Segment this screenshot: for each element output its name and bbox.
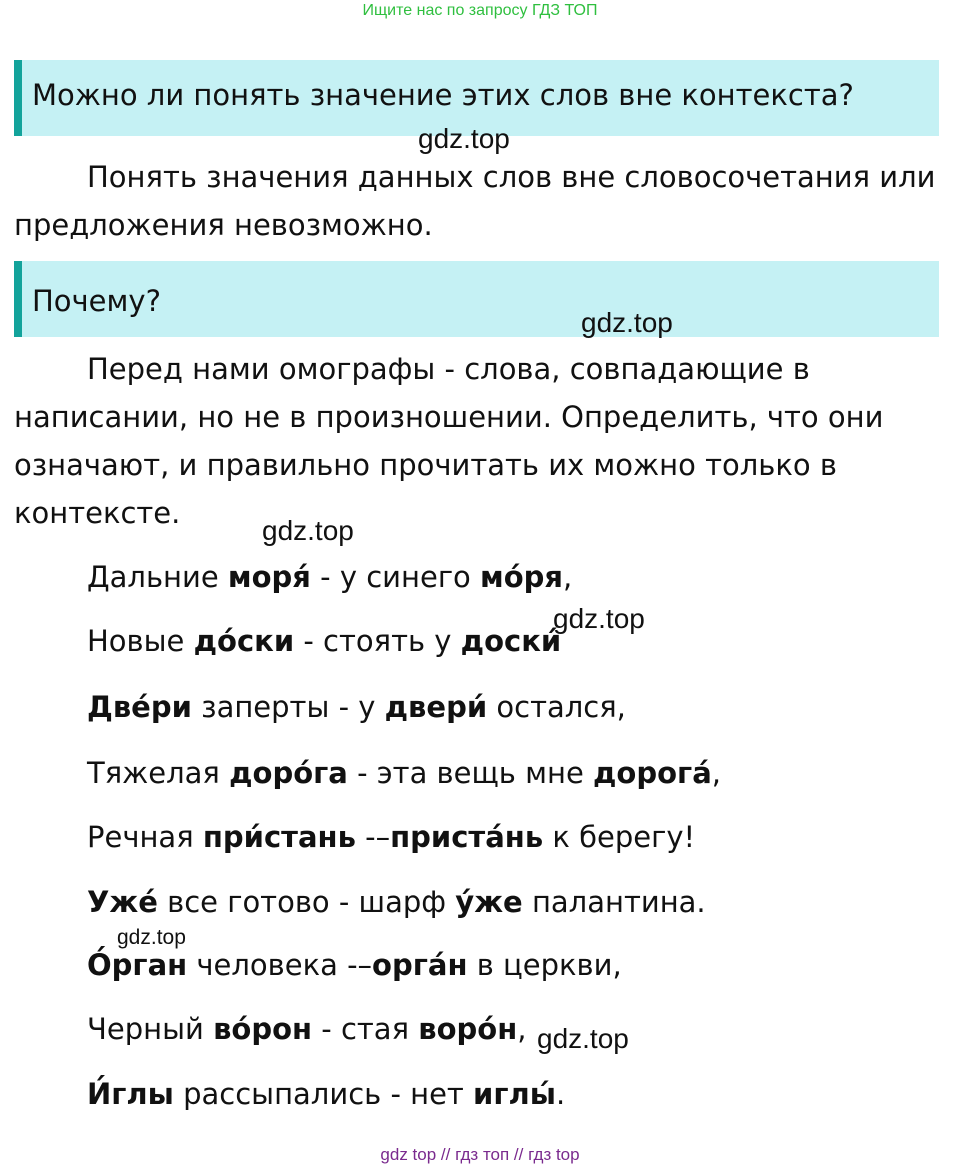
footer: gdz top // гдз топ // гдз top: [380, 1145, 580, 1164]
example-line: Речная при́стань -–приста́нь к берегу!: [87, 820, 696, 854]
example-line: И́глы рассыпались - нет иглы́.: [87, 1077, 566, 1111]
question-2-text: Почему?: [32, 284, 161, 318]
question-1-text: Можно ли понять значение этих слов вне контекста?: [32, 78, 854, 112]
top-banner: Ищите нас по запросу ГДЗ ТОП: [362, 2, 598, 19]
watermark: gdz.top: [418, 123, 510, 154]
example-line: Уже́ все готово - шарф у́же палантина.: [87, 885, 706, 919]
example-line: О́рган человека -–орга́н в церкви,: [87, 948, 622, 982]
example-line: Две́ри заперты - у двери́ остался,: [87, 690, 626, 724]
watermark: gdz.top: [117, 926, 186, 949]
example-line: Черный во́рон - стая воро́н,: [87, 1012, 527, 1046]
watermark: gdz.top: [581, 307, 673, 338]
answer-1: Понять значения данных слов вне словосочетания или предложения невозможно.: [14, 160, 936, 242]
example-line: Тяжелая доро́га - эта вещь мне дорога́,: [87, 756, 721, 790]
example-line: Новые до́ски - стоять у доски́: [87, 624, 562, 658]
answer-2: Перед нами омографы - слова, совпадающие в написании, но не в произношении. Определить, что они означают, и правильно прочитать их можно только в контексте.: [14, 352, 884, 530]
watermark: gdz.top: [537, 1023, 629, 1054]
watermark: gdz.top: [262, 515, 354, 546]
question-box-2: [14, 261, 939, 337]
example-line: Дальние моря́ - у синего мо́ря,: [87, 560, 573, 594]
watermark: gdz.top: [553, 603, 645, 634]
